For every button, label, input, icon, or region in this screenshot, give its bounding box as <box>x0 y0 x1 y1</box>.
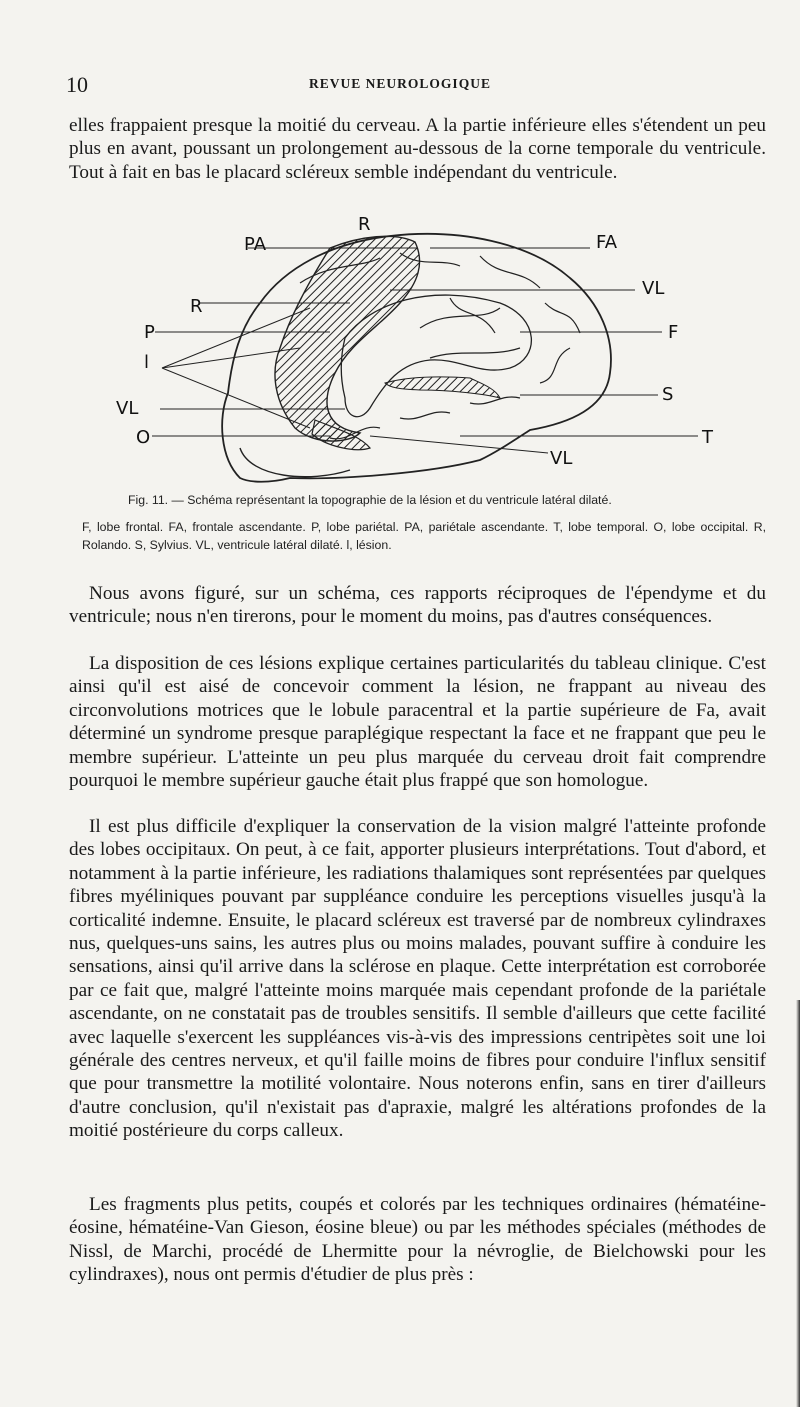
paragraph-5: Les fragments plus petits, coupés et colorés par les techniques ordinaires (hématéine-éosine, hématéine-Van Gieson, éosine bleue) ou par les méthodes spéciales (méthodes de Nissl, de Marchi, procédé de Lhermitte pour la névroglie, de Bielchowski pour les cylindraxes), nous ont permis d'étudier de plus près : <box>69 1194 766 1286</box>
figure-caption: Fig. 11. — Schéma représentant la topographie de la lésion et du ventricule latéral dilaté. <box>128 493 612 507</box>
label-pa: PA <box>244 234 267 255</box>
running-head: REVUE NEUROLOGIQUE <box>309 76 491 91</box>
label-vl-left: VL <box>116 398 139 419</box>
paragraph-3: La disposition de ces lésions explique certaines particularités du tableau clinique. C'est ainsi qu'il est aisé de concevoir comment la lésion, ne frappant au niveau des circonvolutions motrices que le lobule paracentral et la partie supérieure de Fa, avait déterminé un syndrome presque paraplégique respectant la face et ne frappant que peu le membre supérieur. L'atteinte un peu plus marquée du cerveau droit fait comprendre pourquoi le membre supérieur gauche était plus frappé que son homologue. <box>69 653 766 792</box>
label-t: T <box>702 427 713 448</box>
label-p: P <box>144 322 155 343</box>
lesion-tail <box>312 420 370 450</box>
paragraph-2: Nous avons figuré, sur un schéma, ces rapports réciproques de l'épendyme et du ventricule; nous n'en tirerons, pour le moment du moins, pas d'autres conséquences. <box>69 583 766 628</box>
label-l: l <box>144 352 150 373</box>
sylvian-fissure <box>385 377 500 398</box>
cerebellum-outline <box>240 448 350 477</box>
paragraph-1: elles frappaient presque la moitié du cerveau. A la partie inférieure elles s'étendent un peu plus en avant, poussant un prolongement au-dessous de la corne temporale du ventricule. Tout à fait en bas le placard scléreux semble indépendant du ventricule. <box>69 115 766 183</box>
scan-edge-shadow <box>796 1000 800 1407</box>
label-o: O <box>136 427 151 448</box>
label-vl-right: VL <box>642 278 665 299</box>
figure-legend: F, lobe frontal. FA, frontale ascendante. P, lobe pariétal. PA, pariétale ascendante. T, lobe temporal. O, lobe occipital. R, Rolando. S, Sylvius. VL, ventricule latéral dilaté. l, lésion. <box>82 520 766 552</box>
label-r-top: R <box>358 214 371 235</box>
paragraph-4: Il est plus difficile d'expliquer la conservation de la vision malgré l'atteinte profonde des lobes occipitaux. On peut, à ce fait, apporter plusieurs interprétations. Tout d'abord, et notamment à la partie inférieure, les radiations thalamiques sont représentées par quelques fibres myéliniques pouvant par suppléance conduire les perceptions visuelles jusqu'à la corticalité indemne. Ensuite, le placard scléreux est traversé par de nombreux cylindraxes nus, quelques-uns sains, les autres plus ou moins malades, pouvant suffire à conduire les sensations, ainsi qu'il arrive dans la sclérose en plaque. Cette interprétation est corroborée par ce fait que, malgré l'atteinte moins marquée mais cependant profonde de la pariétale ascendante, on ne constatait pas de troubles sensitifs. Il semble d'ailleurs que cette facilité avec laquelle s'exercent les suppléances vis-à-vis des impressions centripètes soit une loi générale des centres nerveux, et qu'il faille moins de fibres pour conduire l'influx sensitif que pour transmettre la motilité volontaire. Nous noterons enfin, sans en tirer d'ailleurs d'autre conclusion, qu'il n'existait pas d'apraxie, malgré les altérations profondes de la moitié postérieure du corps calleux. <box>69 816 766 1142</box>
label-vl-bottom: VL <box>550 448 573 469</box>
label-r-left: R <box>190 296 203 317</box>
brain-diagram <box>100 208 720 488</box>
label-f: F <box>668 322 679 343</box>
page-number: 10 <box>66 72 88 97</box>
label-fa: FA <box>596 232 618 253</box>
label-s: S <box>662 384 674 405</box>
